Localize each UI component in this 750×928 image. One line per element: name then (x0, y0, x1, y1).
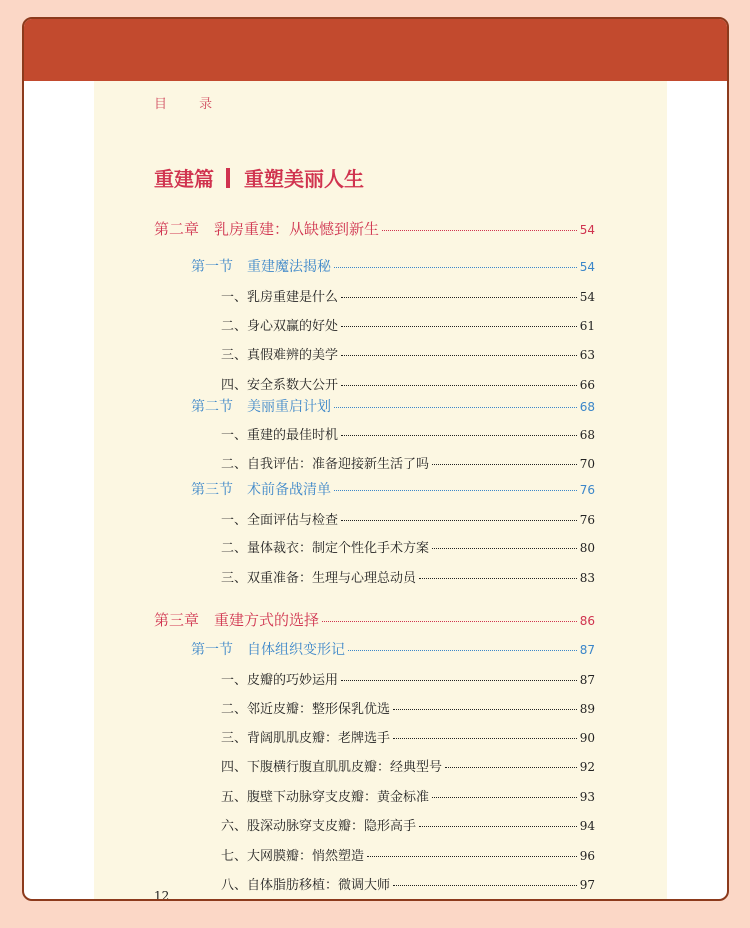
toc-item[interactable] (221, 537, 595, 556)
toc-page-number: 76 (579, 483, 595, 497)
toc-section[interactable] (191, 479, 595, 499)
toc-page-number: 94 (579, 819, 595, 833)
toc-entry-title: 一、皮瓣的巧妙运用 (221, 673, 339, 688)
toc-page-number: 70 (579, 457, 595, 471)
toc-item[interactable] (221, 669, 595, 688)
dot-leader (322, 621, 577, 622)
toc-entry-title: 三、背阔肌肌皮瓣：老牌选手 (221, 731, 391, 746)
dot-leader (432, 464, 577, 465)
dot-leader (393, 709, 577, 710)
toc-section[interactable] (191, 256, 595, 276)
toc-item[interactable] (221, 845, 595, 864)
dot-leader (432, 797, 577, 798)
toc-entry-title: 第三节 术前备战清单 (191, 482, 331, 498)
toc-page-number: 90 (579, 731, 595, 745)
toc-entry-title: 三、真假难辨的美学 (221, 348, 339, 363)
toc-page-number: 96 (579, 849, 595, 863)
toc-item[interactable] (221, 374, 595, 393)
dot-leader (367, 856, 577, 857)
toc-entry-title: 一、重建的最佳时机 (221, 428, 339, 443)
toc-item[interactable] (221, 567, 595, 586)
toc-section[interactable] (191, 396, 595, 416)
toc-entry-title: 一、乳房重建是什么 (221, 290, 339, 305)
toc-entry-title: 第二章 乳房重建：从缺憾到新生 (154, 220, 380, 238)
toc-item[interactable] (221, 344, 595, 363)
toc-page-number: 68 (579, 428, 595, 442)
toc-entry-title: 七、大网膜瓣：悄然塑造 (221, 849, 365, 864)
toc-page-number: 63 (579, 348, 595, 362)
page-number: 12 (154, 889, 170, 901)
toc-entry-title: 二、邻近皮瓣：整形保乳优选 (221, 702, 391, 717)
toc-page-number: 54 (579, 223, 595, 237)
toc-entry-title: 五、腹壁下动脉穿支皮瓣：黄金标准 (221, 790, 430, 805)
part-subtitle: 重塑美丽人生 (244, 167, 364, 191)
toc-entry-title: 二、自我评估：准备迎接新生活了吗 (221, 457, 430, 472)
dot-leader (341, 435, 577, 436)
toc-page-number: 68 (579, 400, 595, 414)
dot-leader (341, 326, 577, 327)
dot-leader (341, 680, 577, 681)
dot-leader (393, 738, 577, 739)
toc-chapter[interactable] (154, 218, 595, 239)
toc-item[interactable] (221, 315, 595, 334)
table-of-contents (94, 81, 667, 901)
dot-leader (419, 826, 577, 827)
dot-leader (341, 520, 577, 521)
toc-entry-title: 第一节 自体组织变形记 (191, 642, 345, 658)
toc-page-number: 80 (579, 541, 595, 555)
toc-entry-title: 第二节 美丽重启计划 (191, 399, 331, 415)
toc-entry-title: 第一节 重建魔法揭秘 (191, 259, 331, 275)
dot-leader (341, 385, 577, 386)
toc-page-number: 87 (579, 643, 595, 657)
toc-entry-title: 二、量体裁衣：制定个性化手术方案 (221, 541, 430, 556)
toc-entry-title: 八、自体脂肪移植：微调大师 (221, 878, 391, 893)
toc-section[interactable] (191, 639, 595, 659)
dot-leader (341, 355, 577, 356)
toc-item[interactable] (221, 509, 595, 528)
toc-page-number: 76 (579, 513, 595, 527)
toc-item[interactable] (221, 286, 595, 305)
toc-page-number: 87 (579, 673, 595, 687)
toc-page-number: 97 (579, 878, 595, 892)
toc-item[interactable] (221, 424, 595, 443)
toc-entry-title: 四、下腹横行腹直肌肌皮瓣：经典型号 (221, 760, 443, 775)
toc-page-number: 83 (579, 571, 595, 585)
toc-item[interactable] (221, 786, 595, 805)
toc-page-number: 92 (579, 760, 595, 774)
part-label: 重建篇 (154, 167, 214, 191)
dot-leader (382, 230, 577, 231)
header-banner (24, 19, 727, 81)
dot-leader (419, 578, 577, 579)
toc-entry-title: 六、股深动脉穿支皮瓣：隐形高手 (221, 819, 417, 834)
toc-page-number: 89 (579, 702, 595, 716)
dot-leader (334, 267, 577, 268)
toc-page-number: 66 (579, 378, 595, 392)
toc-chapter[interactable] (154, 609, 595, 630)
toc-entry-title: 一、全面评估与检查 (221, 513, 339, 528)
book-frame (22, 17, 729, 901)
running-head: 目 录 (154, 97, 227, 112)
toc-page-number: 86 (579, 614, 595, 628)
toc-entry-title: 第三章 重建方式的选择 (154, 611, 320, 629)
dot-leader (393, 885, 577, 886)
toc-item[interactable] (221, 756, 595, 775)
toc-page-number: 54 (579, 290, 595, 304)
toc-item[interactable] (221, 874, 595, 893)
dot-leader (334, 490, 577, 491)
dot-leader (334, 407, 577, 408)
toc-page-number: 61 (579, 319, 595, 333)
toc-item[interactable] (221, 698, 595, 717)
toc-entry-title: 四、安全系数大公开 (221, 378, 339, 393)
toc-page (94, 81, 667, 901)
toc-item[interactable] (221, 453, 595, 472)
dot-leader (348, 650, 577, 651)
toc-page-number: 54 (579, 260, 595, 274)
toc-page-number: 93 (579, 790, 595, 804)
toc-item[interactable] (221, 727, 595, 746)
dot-leader (341, 297, 577, 298)
dot-leader (432, 548, 577, 549)
toc-entry-title: 二、身心双赢的好处 (221, 319, 339, 334)
toc-entry-title: 三、双重准备：生理与心理总动员 (221, 571, 417, 586)
dot-leader (445, 767, 577, 768)
toc-item[interactable] (221, 815, 595, 834)
